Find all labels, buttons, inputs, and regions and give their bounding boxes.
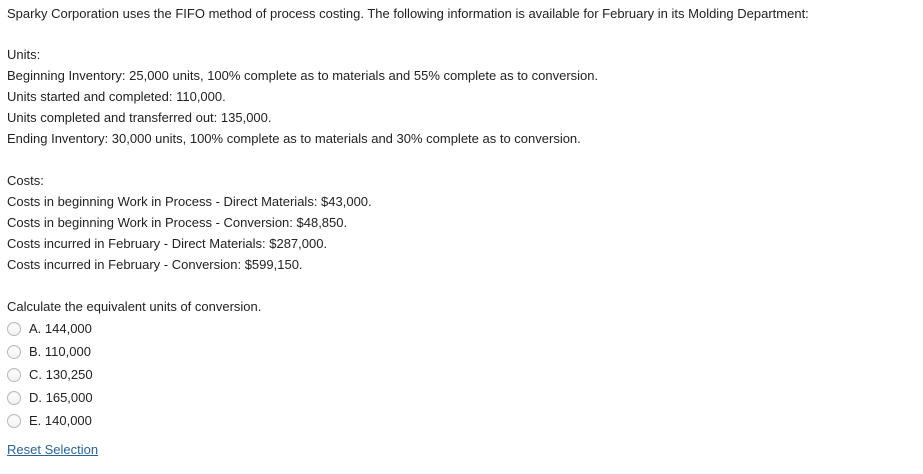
units-ending-inventory: Ending Inventory: 30,000 units, 100% complete as to materials and 30% complete as to conversion. bbox=[7, 131, 581, 146]
question-intro: Sparky Corporation uses the FIFO method of process costing. The following information is available for February in its Molding Department: bbox=[7, 6, 809, 21]
option-b[interactable] bbox=[7, 340, 917, 363]
units-heading: Units: bbox=[7, 47, 41, 62]
option-label-a: A. 144,000 bbox=[29, 321, 92, 336]
option-d[interactable] bbox=[7, 386, 917, 409]
option-a[interactable] bbox=[7, 317, 917, 340]
answer-options bbox=[7, 317, 917, 432]
units-transferred-out: Units completed and transferred out: 135,000. bbox=[7, 110, 272, 125]
cost-february-conversion: Costs incurred in February - Conversion: $599,150. bbox=[7, 257, 303, 272]
option-label-b: B. 110,000 bbox=[29, 344, 91, 359]
costs-heading: Costs: bbox=[7, 173, 44, 188]
units-started-completed: Units started and completed: 110,000. bbox=[7, 89, 226, 104]
radio-button-d[interactable] bbox=[7, 391, 21, 405]
question-prompt: Calculate the equivalent units of conversion. bbox=[7, 299, 262, 314]
cost-beginning-conversion: Costs in beginning Work in Process - Conversion: $48,850. bbox=[7, 215, 348, 230]
radio-button-e[interactable] bbox=[7, 414, 21, 428]
option-c[interactable] bbox=[7, 363, 917, 386]
option-label-d: D. 165,000 bbox=[29, 390, 93, 405]
option-label-e: E. 140,000 bbox=[29, 413, 92, 428]
option-e[interactable] bbox=[7, 409, 917, 432]
units-beginning-inventory: Beginning Inventory: 25,000 units, 100% complete as to materials and 55% complete as to conversion. bbox=[7, 68, 599, 83]
cost-february-materials: Costs incurred in February - Direct Materials: $287,000. bbox=[7, 236, 328, 251]
question-container bbox=[7, 3, 917, 460]
reset-selection-link[interactable]: Reset Selection bbox=[7, 442, 99, 457]
radio-button-b[interactable] bbox=[7, 345, 21, 359]
option-label-c: C. 130,250 bbox=[29, 367, 93, 382]
radio-button-a[interactable] bbox=[7, 322, 21, 336]
radio-button-c[interactable] bbox=[7, 368, 21, 382]
cost-beginning-materials: Costs in beginning Work in Process - Direct Materials: $43,000. bbox=[7, 194, 372, 209]
